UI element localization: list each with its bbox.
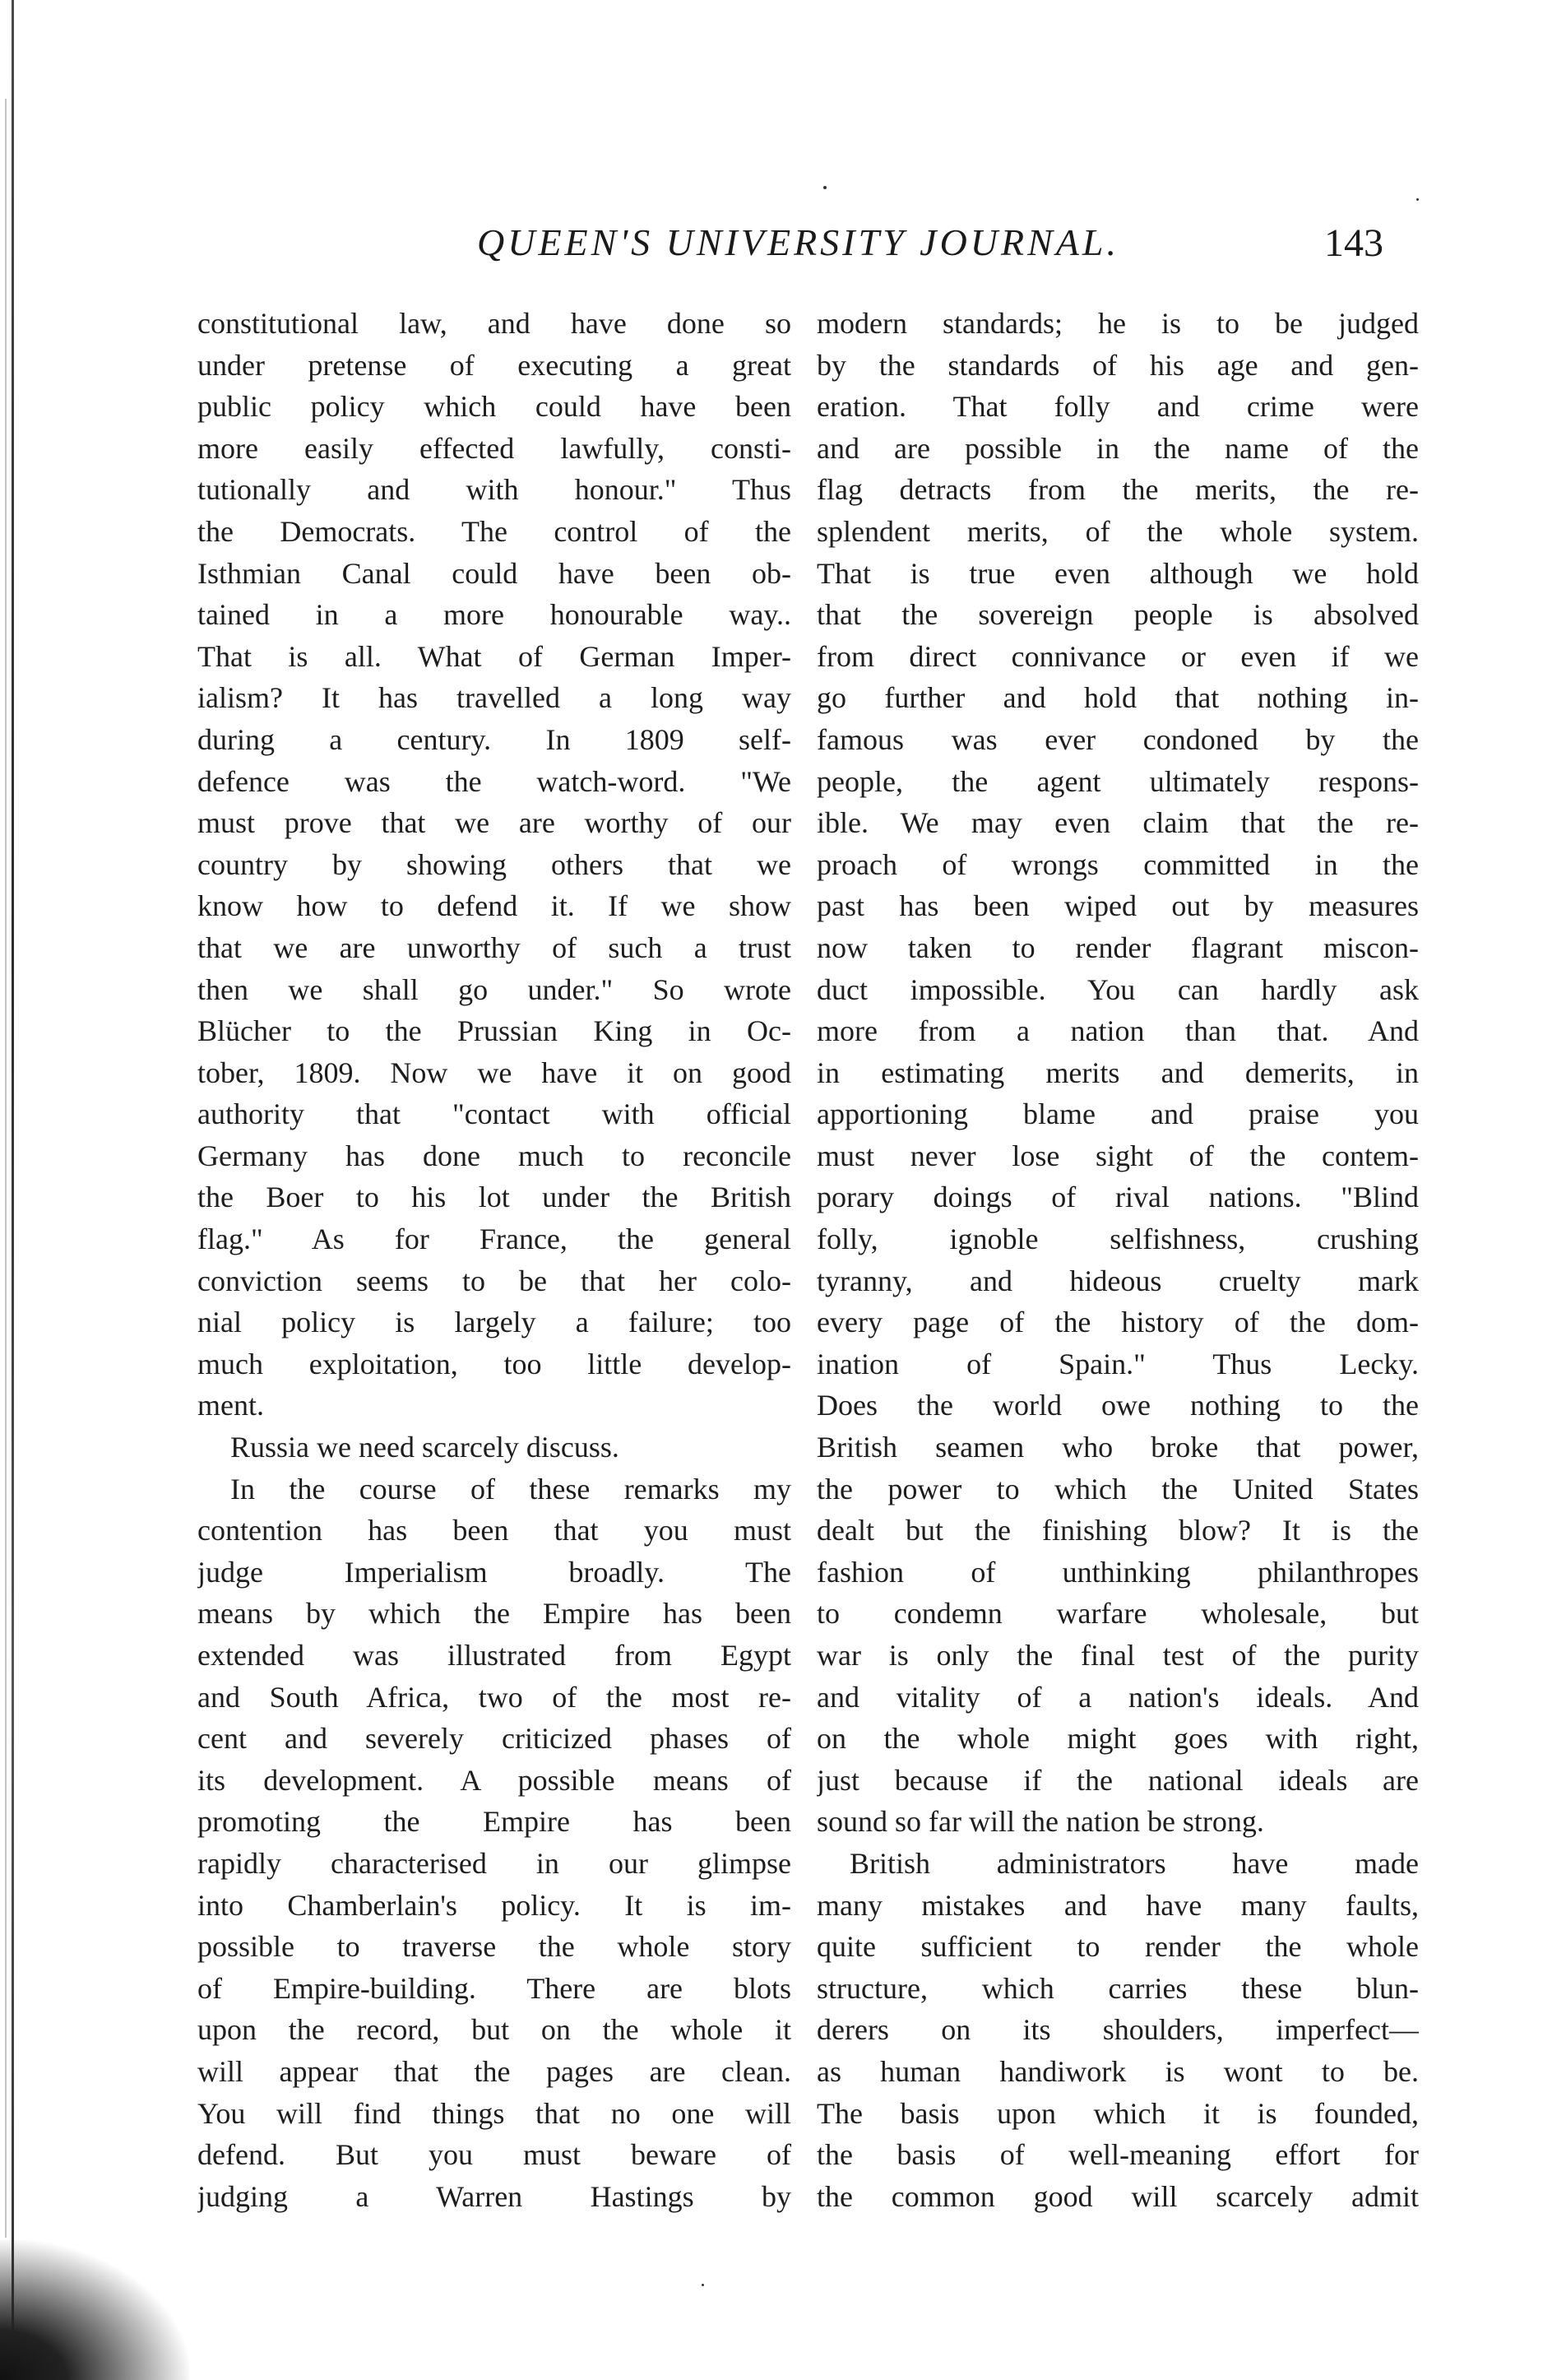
text-line: now taken to render flagrant miscon-	[817, 930, 1419, 964]
text-line: and vitality of a nation's ideals. And	[817, 1680, 1419, 1714]
text-line: rapidly characterised in our glimpse	[197, 1846, 791, 1880]
text-line: into Chamberlain's policy. It is im-	[197, 1888, 791, 1922]
text-line: Isthmian Canal could have been ob-	[197, 556, 791, 590]
text-line: that we are unworthy of such a trust	[197, 930, 791, 964]
text-line: from direct connivance or even if we	[817, 639, 1419, 673]
text-line: ialism? It has travelled a long way	[197, 681, 791, 715]
binding-edge	[12, 0, 14, 2380]
text-line: Blücher to the Prussian King in Oc-	[197, 1014, 791, 1048]
text-line: under pretense of executing a great	[197, 348, 791, 382]
text-line: Germany has done much to reconcile	[197, 1139, 791, 1172]
text-line: In the course of these remarks my	[230, 1472, 791, 1505]
text-line: must never lose sight of the contem-	[817, 1139, 1419, 1172]
text-line: folly, ignoble selfishness, crushing	[817, 1222, 1419, 1256]
text-line: modern standards; he is to be judged	[817, 307, 1419, 340]
text-line: the Boer to his lot under the British	[197, 1181, 791, 1214]
text-line: more from a nation than that. And	[817, 1014, 1419, 1048]
text-line: cent and severely criticized phases of	[197, 1722, 791, 1756]
page-number: 143	[1324, 221, 1383, 265]
text-line: porary doings of rival nations. "Blind	[817, 1181, 1419, 1214]
text-line: just because if the national ideals are	[817, 1763, 1419, 1797]
text-line: know how to defend it. If we show	[197, 889, 791, 923]
text-line: people, the agent ultimately respons-	[817, 764, 1419, 798]
text-line: upon the record, but on the whole it	[197, 2013, 791, 2047]
text-line: tyranny, and hideous cruelty mark	[817, 1264, 1419, 1297]
right-column	[817, 303, 1419, 2217]
text-line: as human handiwork is wont to be.	[817, 2054, 1419, 2088]
text-line: ination of Spain." Thus Lecky.	[817, 1347, 1419, 1380]
text-line: British seamen who broke that power,	[817, 1431, 1419, 1464]
text-line: and South Africa, two of the most re-	[197, 1680, 791, 1714]
text-line: tutionally and with honour." Thus	[197, 473, 791, 507]
ink-speck	[823, 186, 827, 189]
text-line: possible to traverse the whole story	[197, 1930, 791, 1964]
text-line: country by showing others that we	[197, 847, 791, 881]
text-line: That is true even although we hold	[817, 556, 1419, 590]
text-line: the common good will scarcely admit	[817, 2179, 1419, 2213]
text-line: famous was ever condoned by the	[817, 722, 1419, 756]
text-line: eration. That folly and crime were	[817, 390, 1419, 424]
text-line: past has been wiped out by measures	[817, 889, 1419, 923]
text-line: must prove that we are worthy of our	[197, 806, 791, 840]
text-line: of Empire-building. There are blots	[197, 1971, 791, 2005]
text-line: and are possible in the name of the	[817, 431, 1419, 465]
text-line: in estimating merits and demerits, in	[817, 1055, 1419, 1089]
text-line: duct impossible. You can hardly ask	[817, 972, 1419, 1006]
text-line: The basis upon which it is founded,	[817, 2096, 1419, 2130]
text-line: sound so far will the nation be strong.	[817, 1805, 1264, 1839]
text-line: You will find things that no one will	[197, 2096, 791, 2130]
text-line: during a century. In 1809 self-	[197, 722, 791, 756]
text-line: contention has been that you must	[197, 1514, 791, 1547]
corner-shadow	[0, 2240, 189, 2380]
text-line: every page of the history of the dom-	[817, 1306, 1419, 1339]
text-line: authority that "contact with official	[197, 1097, 791, 1131]
text-line: Russia we need scarcely discuss.	[230, 1431, 619, 1464]
text-line: the basis of well-meaning effort for	[817, 2138, 1419, 2172]
text-line: tober, 1809. Now we have it on good	[197, 1055, 791, 1089]
text-line: will appear that the pages are clean.	[197, 2054, 791, 2088]
text-line: many mistakes and have many faults,	[817, 1888, 1419, 1922]
text-line: judging a Warren Hastings by	[197, 2179, 791, 2213]
text-line: go further and hold that nothing in-	[817, 681, 1419, 715]
text-line: means by which the Empire has been	[197, 1597, 791, 1631]
text-line: splendent merits, of the whole system.	[817, 514, 1419, 548]
text-line: much exploitation, too little develop-	[197, 1347, 791, 1380]
binding-edge-shadow	[5, 99, 7, 2238]
text-line: defence was the watch-word. "We	[197, 764, 791, 798]
text-line: fashion of unthinking philanthropes	[817, 1555, 1419, 1589]
text-line: flag detracts from the merits, the re-	[817, 473, 1419, 507]
text-line: tained in a more honourable way..	[197, 598, 791, 632]
text-line: flag." As for France, the general	[197, 1222, 791, 1256]
text-line: That is all. What of German Imper-	[197, 639, 791, 673]
text-line: nial policy is largely a failure; too	[197, 1306, 791, 1339]
text-line: proach of wrongs committed in the	[817, 847, 1419, 881]
text-line: on the whole might goes with right,	[817, 1722, 1419, 1756]
ink-speck	[702, 2284, 704, 2286]
text-line: by the standards of his age and gen-	[817, 348, 1419, 382]
left-column	[197, 303, 791, 2217]
text-line: British administrators have made	[850, 1846, 1419, 1880]
text-line: ment.	[197, 1389, 264, 1422]
text-line: the power to which the United States	[817, 1472, 1419, 1505]
text-line: Does the world owe nothing to the	[817, 1389, 1419, 1422]
text-line: derers on its shoulders, imperfect—	[817, 2013, 1419, 2047]
text-line: conviction seems to be that her colo-	[197, 1264, 791, 1297]
text-line: its development. A possible means of	[197, 1763, 791, 1797]
text-line: dealt but the finishing blow? It is the	[817, 1514, 1419, 1547]
text-line: quite sufficient to render the whole	[817, 1930, 1419, 1964]
text-line: defend. But you must beware of	[197, 2138, 791, 2172]
text-line: to condemn warfare wholesale, but	[817, 1597, 1419, 1631]
text-line: then we shall go under." So wrote	[197, 972, 791, 1006]
ink-speck	[1416, 198, 1419, 201]
running-title: QUEEN'S UNIVERSITY JOURNAL.	[477, 221, 1119, 263]
text-line: the Democrats. The control of the	[197, 514, 791, 548]
text-line: judge Imperialism broadly. The	[197, 1555, 791, 1589]
text-line: constitutional law, and have done so	[197, 307, 791, 340]
text-line: public policy which could have been	[197, 390, 791, 424]
text-line: apportioning blame and praise you	[817, 1097, 1419, 1131]
text-line: war is only the final test of the purity	[817, 1639, 1419, 1672]
text-line: ible. We may even claim that the re-	[817, 806, 1419, 840]
text-line: more easily effected lawfully, consti-	[197, 431, 791, 465]
text-line: extended was illustrated from Egypt	[197, 1639, 791, 1672]
text-line: structure, which carries these blun-	[817, 1971, 1419, 2005]
text-line: promoting the Empire has been	[197, 1805, 791, 1839]
text-line: that the sovereign people is absolved	[817, 598, 1419, 632]
